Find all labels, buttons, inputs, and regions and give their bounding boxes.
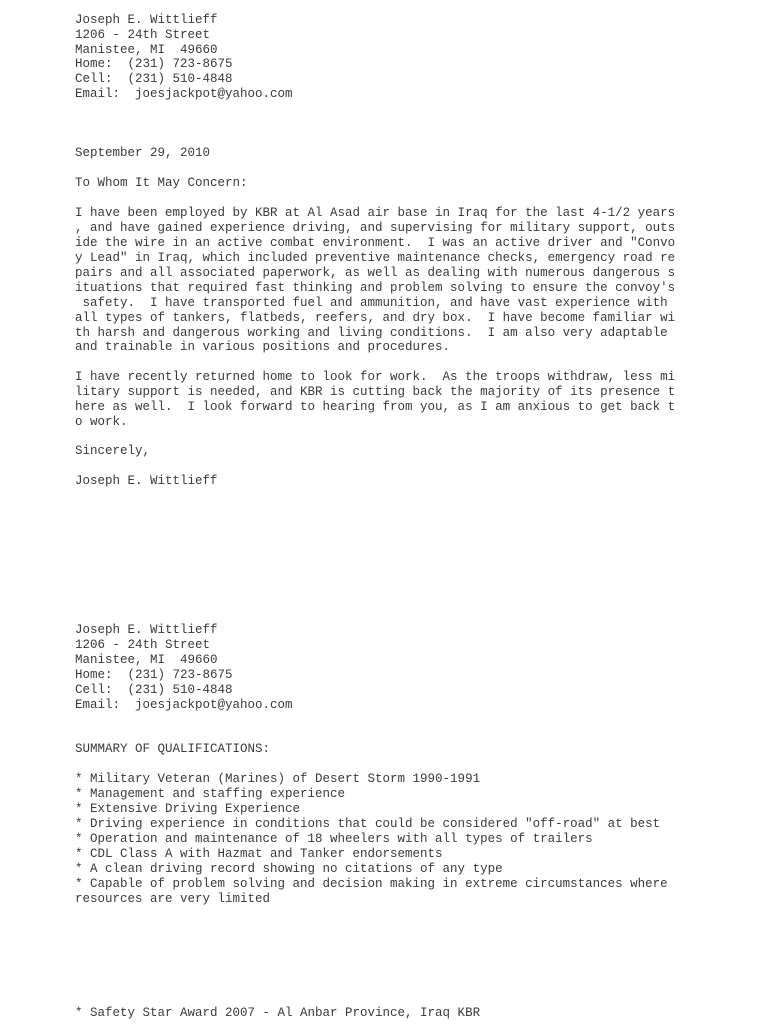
paragraph-line: th harsh and dangerous working and living conditions. I am also very adaptable bbox=[75, 326, 668, 340]
paragraph-line: litary support is needed, and KBR is cutting back the majority of its presence t bbox=[75, 385, 676, 399]
paragraph-line: safety. I have transported fuel and ammunition, and have vast experience with bbox=[75, 296, 668, 310]
paragraph-line: I have been employed by KBR at Al Asad air base in Iraq for the last 4-1/2 years bbox=[75, 206, 676, 220]
paragraph-line: I have recently returned home to look for work. As the troops withdraw, less mi bbox=[75, 370, 676, 384]
list-item: * CDL Class A with Hazmat and Tanker endorsements bbox=[75, 847, 443, 861]
resume-home-phone: Home: (231) 723-8675 bbox=[75, 668, 233, 682]
list-item: resources are very limited bbox=[75, 892, 271, 906]
resume-email: Email: joesjackpot@yahoo.com bbox=[75, 698, 293, 712]
summary-heading: SUMMARY OF QUALIFICATIONS: bbox=[75, 742, 271, 756]
paragraph-line: pairs and all associated paperwork, as well as dealing with numerous dangerous s bbox=[75, 266, 676, 280]
list-item: * Military Veteran (Marines) of Desert Storm 1990-1991 bbox=[75, 772, 481, 786]
resume-name: Joseph E. Wittlieff bbox=[75, 623, 218, 637]
letter-closing: Sincerely, bbox=[75, 444, 151, 458]
paragraph-line: here as well. I look forward to hearing from you, as I am anxious to get back t bbox=[75, 400, 676, 414]
paragraph-line: ide the wire in an active combat environment. I was an active driver and "Convo bbox=[75, 236, 676, 250]
paragraph-line: y Lead" in Iraq, which included preventive maintenance checks, emergency road re bbox=[75, 251, 676, 265]
list-item: * Operation and maintenance of 18 wheelers with all types of trailers bbox=[75, 832, 593, 846]
letter-sender-cell-phone: Cell: (231) 510-4848 bbox=[75, 72, 233, 86]
list-item: * Management and staffing experience bbox=[75, 787, 346, 801]
letter-date: September 29, 2010 bbox=[75, 146, 211, 160]
letter-sender-home-phone: Home: (231) 723-8675 bbox=[75, 57, 233, 71]
paragraph-line: and trainable in various positions and procedures. bbox=[75, 340, 451, 354]
list-item: * Driving experience in conditions that could be considered "off-road" at best bbox=[75, 817, 661, 831]
list-item: * Extensive Driving Experience bbox=[75, 802, 301, 816]
list-item: * A clean driving record showing no citations of any type bbox=[75, 862, 503, 876]
resume-cell-phone: Cell: (231) 510-4848 bbox=[75, 683, 233, 697]
resume-street: 1206 - 24th Street bbox=[75, 638, 211, 652]
letter-sender-name: Joseph E. Wittlieff bbox=[75, 13, 218, 27]
paragraph-line: all types of tankers, flatbeds, reefers, and dry box. I have become familiar wi bbox=[75, 311, 676, 325]
paragraph-line: o work. bbox=[75, 415, 128, 429]
letter-sender-email: Email: joesjackpot@yahoo.com bbox=[75, 87, 293, 101]
list-item: * Capable of problem solving and decision making in extreme circumstances where bbox=[75, 877, 668, 891]
paragraph-line: ituations that required fast thinking and problem solving to ensure the convoy's bbox=[75, 281, 676, 295]
letter-sender-street: 1206 - 24th Street bbox=[75, 28, 211, 42]
paragraph-line: , and have gained experience driving, and supervising for military support, outs bbox=[75, 221, 676, 235]
resume-city: Manistee, MI 49660 bbox=[75, 653, 218, 667]
letter-signature: Joseph E. Wittlieff bbox=[75, 474, 218, 488]
letter-salutation: To Whom It May Concern: bbox=[75, 176, 248, 190]
letter-sender-city: Manistee, MI 49660 bbox=[75, 43, 218, 57]
list-item: * Safety Star Award 2007 - Al Anbar Province, Iraq KBR bbox=[75, 1006, 481, 1020]
